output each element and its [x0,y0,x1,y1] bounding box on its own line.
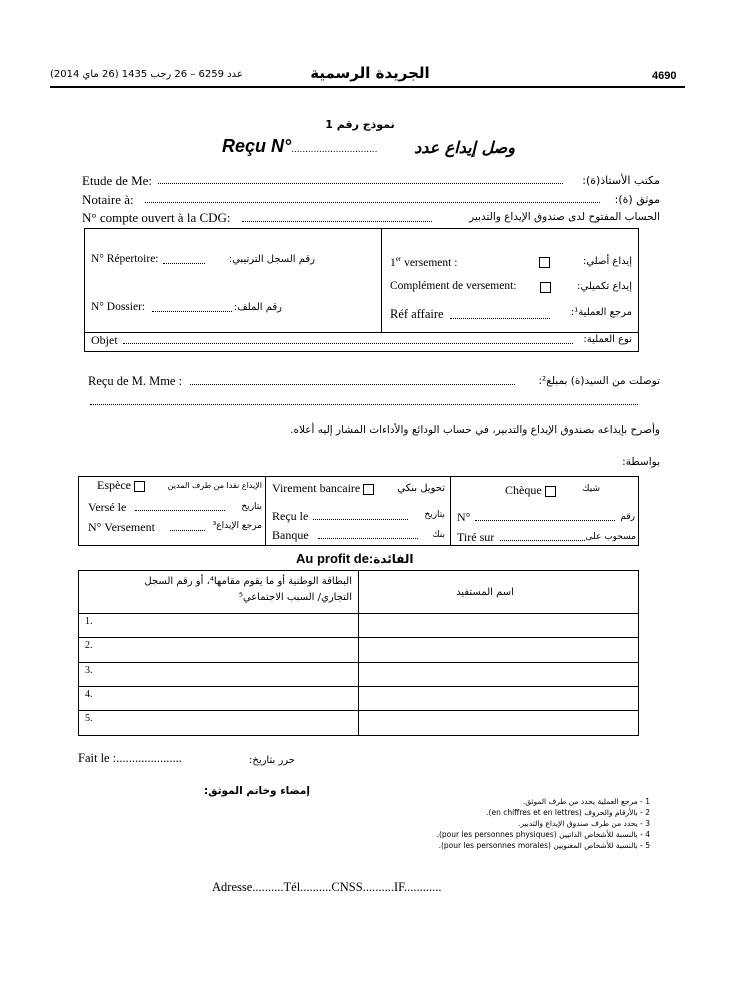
payment-divider-2 [450,476,451,546]
via-ar: بواسطة: [622,456,660,468]
title-dots: ............................... [291,144,378,155]
notaire-label-ar: موثق (ة): [614,193,660,206]
cheque-option[interactable] [505,483,559,498]
footnote: 4 - بالنسبة للأشخاص الذاتيين (pour les personnes physiques). [436,830,650,839]
recu-de-label: Reçu de M. Mme : [88,374,183,388]
beneficiary-header-rule [78,613,639,614]
header-rule [50,86,685,88]
signature-label-ar: إمضاء وخاتم الموثق: [203,785,310,797]
objet-label-ar: نوع العملية: [583,334,632,345]
etude-dots[interactable] [158,183,563,184]
footnote: 2 - بالأرقام والحروف (en chiffres et en lettres). [486,808,650,817]
notaire-dots[interactable] [145,202,600,203]
ref-affaire-label-ar: مرجع العملية¹: [570,307,632,318]
espece-checkbox[interactable] [134,481,145,492]
objet-label: Objet [91,333,118,347]
verse-le-dots[interactable] [135,510,225,511]
dossier-label-ar: رقم الملف: [233,302,282,313]
model-label: نموذج رقم 1 [325,118,395,131]
complement-label: Complément de versement: [390,280,517,292]
cheque-checkbox[interactable] [545,486,556,497]
beneficiary-title-fr: Au profit de: [296,551,374,566]
beneficiary-row-number: 4. [85,689,93,700]
recu-le-label-ar: بتاريخ [424,510,445,520]
beneficiary-row-rule [78,662,639,663]
n-versement-label: N° Versement [88,520,155,534]
cheque-number-label-ar: رقم [620,512,635,522]
espece-label: Espèce [97,478,131,492]
beneficiary-col-name: اسم المستفيد [456,587,514,598]
first-versement-label: 1er versement : [390,255,458,269]
footnote: 5 - بالنسبة للأشخاص المعنويين (pour les personnes morales). [438,841,650,850]
recu-le-dots[interactable] [313,519,408,520]
beneficiary-col-id: البطاقة الوطنية أو ما يقوم مقامها⁴، أو رقم السجل التجاري/ السبب الاجتماعي⁵ [144,576,352,603]
espece-label-ar: الإيداع نقدا من طرف المدين [167,481,262,490]
title-fr [222,136,377,157]
objet-dots[interactable] [123,343,573,344]
virement-label: Virement bancaire [272,481,361,495]
banque-label-ar: بنك [432,530,445,540]
complement-label-ar: إيداع تكميلي: [577,281,632,292]
declaration-ar: وأصرح بإيداعه بصندوق الإيداع والتدبير، في حساب الودائع والأداءات المشار إليه أعلاه. [290,424,660,436]
cheque-number-dots[interactable] [475,520,615,521]
beneficiary-title-ar: الفائدة [373,552,414,566]
beneficiary-row-rule [78,637,639,638]
cheque-number-label: N° [457,510,471,524]
fait-le-dots[interactable]: ..................... [116,751,182,765]
tire-sur-dots[interactable] [500,540,585,541]
footer-contact-line: Adresse..........Tél..........CNSS..........IF............ [212,880,442,894]
complement-checkbox[interactable] [540,282,551,293]
dossier-label: N° Dossier: [91,301,146,313]
virement-label-ar: تحويل بنكي [397,483,445,494]
n-versement-label-ar: مرجع الإيداع³ [212,521,262,531]
reference-box-divider-v [381,228,382,332]
compte-label-ar: الحساب المفتوح لدى صندوق الإيداع والتدبير [469,211,660,223]
journal-name: الجريدة الرسمية [310,64,430,82]
recu-le-label: Reçu le [272,509,309,523]
title-ar: وصل إيداع عدد [414,138,515,157]
beneficiary-row-rule [78,686,639,687]
notaire-label: Notaire à: [82,192,134,207]
recu-de-dots[interactable] [190,384,515,385]
ref-affaire-label: Réf affaire [390,307,444,321]
fait-le [78,751,182,766]
etude-label-ar: مكتب الأستاذ(ة): [582,174,660,187]
compte-dots[interactable] [242,221,432,222]
beneficiary-row-number: 3. [85,665,93,676]
repertoire-label: N° Répertoire: [91,253,159,265]
recu-de-label-ar: توصلت من السيد(ة) بمبلغ²: [538,375,660,387]
banque-dots[interactable] [318,538,418,539]
repertoire-dots[interactable] [163,263,205,264]
cheque-label: Chèque [505,483,542,497]
reference-box-divider-h [84,332,639,333]
amount-dots[interactable] [90,404,638,405]
fait-le-label-ar: حرر بتاريخ: [249,755,295,766]
reference-box [84,228,639,352]
footnote: 1 - مرجع العملية يحدد من طرف الموثق. [522,797,650,806]
fait-le-label: Fait le : [78,751,117,765]
beneficiary-row-number: 5. [85,713,93,724]
page-number: 4690 [652,70,677,82]
etude-label: Etude de Me: [82,173,153,188]
title-fr-text: Reçu N° [222,136,292,156]
compte-label: N° compte ouvert à la CDG: [82,210,231,225]
banque-label: Banque [272,528,309,542]
repertoire-label-ar: رقم السجل الترتيبي: [228,254,315,265]
verse-le-label: Versé le [88,500,127,514]
cheque-label-ar: شيك [582,484,600,494]
issue-info: عدد 6259 – 26 رجب 1435 (26 ماي 2014) [50,69,243,80]
espece-option[interactable] [97,478,148,493]
virement-checkbox[interactable] [363,484,374,495]
tire-sur-label: Tiré sur [457,530,495,544]
beneficiary-row-number: 2. [85,640,93,651]
tire-sur-label-ar: مسحوب على [585,532,636,542]
first-versement-checkbox[interactable] [539,257,550,268]
verse-le-label-ar: بتاريخ [241,502,262,512]
beneficiary-col-divider [358,570,359,736]
virement-option[interactable] [272,481,377,496]
payment-divider-1 [265,476,266,546]
first-versement-label-ar: إيداع أصلي: [582,256,632,267]
beneficiary-title [296,551,414,566]
beneficiary-row-number: 1. [85,616,93,627]
ref-affaire-dots[interactable] [450,318,550,319]
footnote: 3 - يحدد من طرف صندوق الإيداع والتدبير. [517,819,650,828]
beneficiary-row-rule [78,710,639,711]
dossier-dots[interactable] [152,311,232,312]
